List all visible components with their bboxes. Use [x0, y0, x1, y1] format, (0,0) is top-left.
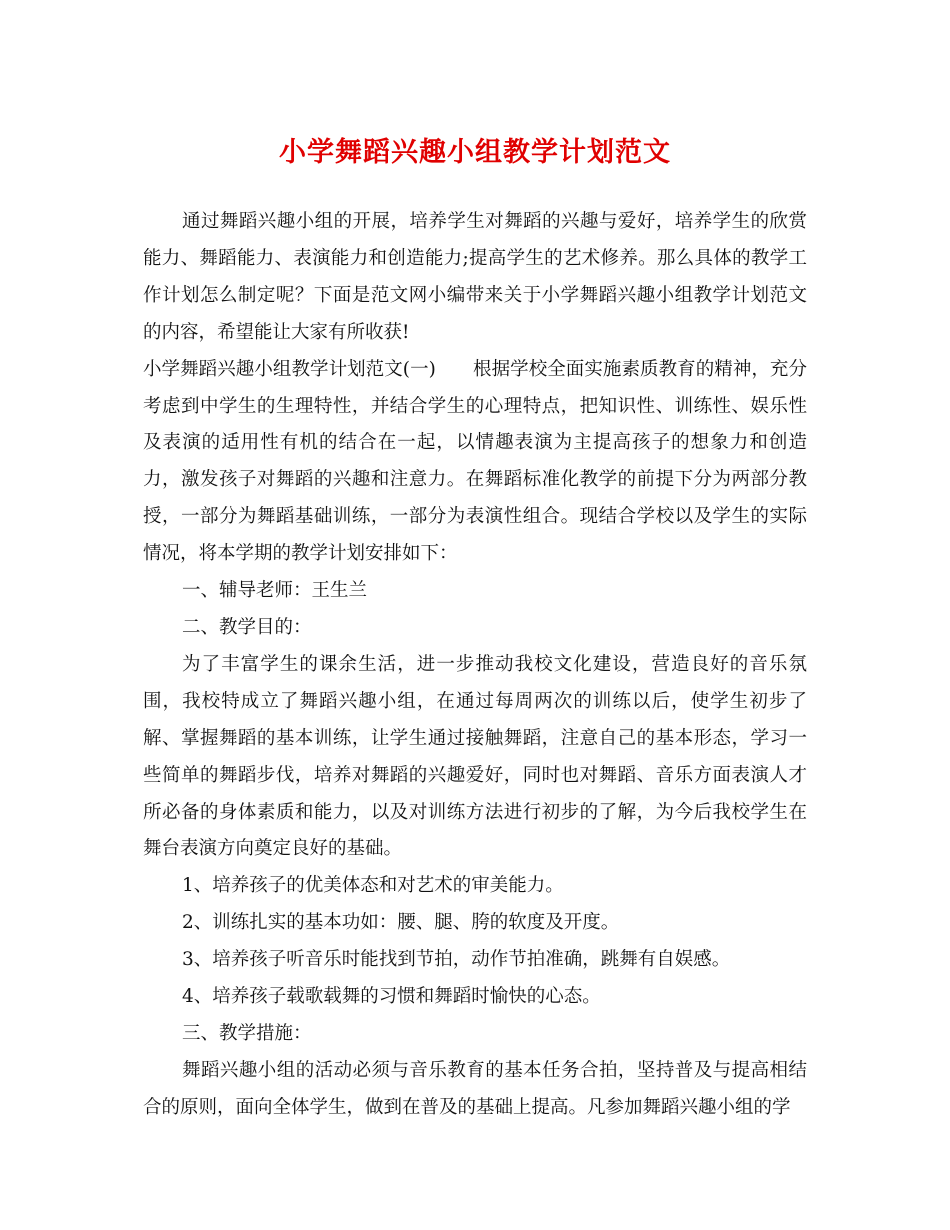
list-item: 2、训练扎实的基本功如：腰、腿、胯的软度及开度。	[182, 912, 620, 934]
purpose-paragraph: 为了丰富学生的课余生活，进一步推动我校文化建设，营造良好的音乐氛围，我校特成立了舞蹈兴趣小组，在通过每周两次的训练以后，使学生初步了解、掌握舞蹈的基本训练，让学生通过接触舞蹈，注意自己的基本形态，学习一些简单的舞蹈步伐，培养对舞蹈的兴趣爱好，同时也对舞蹈、音乐方面表演人才所必备的身体素质和能力，以及对训练方法进行初步的了解，为今后我校学生在舞台表演方向奠定良好的基础。	[143, 653, 807, 860]
measures-paragraph: 舞蹈兴趣小组的活动必须与音乐教育的基本任务合拍，坚持普及与提高相结合的原则，面向全体学生，做到在普及的基础上提高。凡参加舞蹈兴趣小组的学	[143, 1059, 807, 1118]
document-body	[143, 204, 807, 1127]
list-item: 3、培养孩子听音乐时能找到节拍，动作节拍准确，跳舞有自娱感。	[182, 949, 731, 971]
purpose-heading: 二、教学目的：	[182, 616, 312, 638]
list-item: 1、培养孩子的优美体态和对艺术的审美能力。	[182, 875, 564, 897]
measures-heading: 三、教学措施：	[182, 1022, 312, 1044]
list-item: 4、培养孩子载歌载舞的习惯和舞蹈时愉快的心态。	[182, 986, 601, 1008]
section-paragraph-one: 小学舞蹈兴趣小组教学计划范文(一) 根据学校全面实施素质教育的精神，充分考虑到中学生的生理特性，并结合学生的心理特点，把知识性、训练性、娱乐性及表演的适用性有机的结合在一起，以情趣表演为主提高孩子的想象力和创造力，激发孩子对舞蹈的兴趣和注意力。在舞蹈标准化教学的前提下分为两部分教授，一部分为舞蹈基础训练，一部分为表演性组合。现结合学校以及学生的实际情况，将本学期的教学计划安排如下：	[143, 358, 807, 565]
document-title: 小学舞蹈兴趣小组教学计划范文	[279, 137, 671, 168]
teacher-heading: 一、辅导老师：王生兰	[182, 580, 368, 602]
intro-paragraph: 通过舞蹈兴趣小组的开展，培养学生对舞蹈的兴趣与爱好，培养学生的欣赏能力、舞蹈能力、表演能力和创造能力;提高学生的艺术修养。那么具体的教学工作计划怎么制定呢？下面是范文网小编带来关于小学舞蹈兴趣小组教学计划范文的内容，希望能让大家有所收获!	[143, 211, 807, 343]
